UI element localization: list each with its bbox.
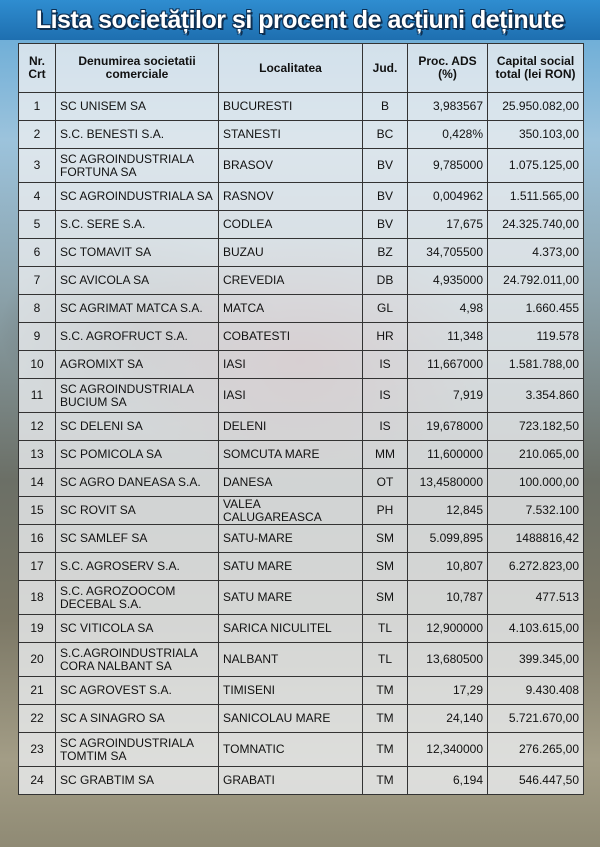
cell-locality: VALEA CALUGAREASCA	[219, 497, 363, 525]
cell-county: IS	[363, 351, 408, 379]
cell-company-name: SC A SINAGRO SA	[56, 705, 219, 733]
header-locality: Localitatea	[219, 44, 363, 93]
cell-locality: DANESA	[219, 469, 363, 497]
cell-county: PH	[363, 497, 408, 525]
table-row	[19, 767, 584, 795]
cell-percent-ads: 5.099,895	[408, 525, 488, 553]
cell-county: SM	[363, 553, 408, 581]
table-row	[19, 183, 584, 211]
table-row	[19, 643, 584, 677]
cell-percent-ads: 4,935000	[408, 267, 488, 295]
table-row	[19, 379, 584, 413]
cell-row-number: 6	[19, 239, 56, 267]
cell-company-name: S.C.AGROINDUSTRIALA CORA NALBANT SA	[56, 643, 219, 677]
cell-percent-ads: 3,983567	[408, 93, 488, 121]
cell-percent-ads: 11,600000	[408, 441, 488, 469]
cell-share-capital: 1.660.455	[488, 295, 584, 323]
table-row	[19, 267, 584, 295]
header-county: Jud.	[363, 44, 408, 93]
cell-share-capital: 4.373,00	[488, 239, 584, 267]
table-row	[19, 239, 584, 267]
cell-percent-ads: 10,807	[408, 553, 488, 581]
cell-row-number: 11	[19, 379, 56, 413]
cell-percent-ads: 11,667000	[408, 351, 488, 379]
cell-share-capital: 477.513	[488, 581, 584, 615]
table-body	[19, 93, 584, 795]
cell-share-capital: 1.075.125,00	[488, 149, 584, 183]
cell-locality: TIMISENI	[219, 677, 363, 705]
cell-share-capital: 1.581.788,00	[488, 351, 584, 379]
cell-locality: CREVEDIA	[219, 267, 363, 295]
cell-locality: BRASOV	[219, 149, 363, 183]
cell-locality: DELENI	[219, 413, 363, 441]
cell-share-capital: 24.792.011,00	[488, 267, 584, 295]
cell-company-name: SC VITICOLA SA	[56, 615, 219, 643]
cell-percent-ads: 17,29	[408, 677, 488, 705]
cell-company-name: S.C. SERE S.A.	[56, 211, 219, 239]
cell-row-number: 3	[19, 149, 56, 183]
cell-percent-ads: 11,348	[408, 323, 488, 351]
cell-row-number: 2	[19, 121, 56, 149]
page-title: Lista societăților și procent de acțiuni deținute	[35, 5, 565, 34]
cell-county: TM	[363, 705, 408, 733]
cell-company-name: SC DELENI SA	[56, 413, 219, 441]
cell-company-name: SC AGROVEST S.A.	[56, 677, 219, 705]
cell-county: BV	[363, 149, 408, 183]
cell-percent-ads: 12,845	[408, 497, 488, 525]
table-row	[19, 677, 584, 705]
table-row	[19, 295, 584, 323]
cell-company-name: SC AVICOLA SA	[56, 267, 219, 295]
table-row	[19, 121, 584, 149]
cell-county: BC	[363, 121, 408, 149]
cell-county: B	[363, 93, 408, 121]
table-row	[19, 733, 584, 767]
table-row	[19, 705, 584, 733]
cell-percent-ads: 7,919	[408, 379, 488, 413]
cell-row-number: 8	[19, 295, 56, 323]
cell-county: TM	[363, 767, 408, 795]
cell-row-number: 23	[19, 733, 56, 767]
cell-row-number: 5	[19, 211, 56, 239]
cell-company-name: SC ROVIT SA	[56, 497, 219, 525]
cell-row-number: 4	[19, 183, 56, 211]
cell-share-capital: 1488816,42	[488, 525, 584, 553]
cell-county: SM	[363, 525, 408, 553]
cell-row-number: 20	[19, 643, 56, 677]
table-row	[19, 553, 584, 581]
cell-locality: SATU MARE	[219, 581, 363, 615]
table-row	[19, 525, 584, 553]
cell-percent-ads: 0,004962	[408, 183, 488, 211]
cell-county: TL	[363, 615, 408, 643]
header-share-capital: Capital social total (lei RON)	[488, 44, 584, 93]
title-bar	[0, 0, 600, 40]
cell-row-number: 15	[19, 497, 56, 525]
cell-company-name: AGROMIXT SA	[56, 351, 219, 379]
cell-county: GL	[363, 295, 408, 323]
cell-percent-ads: 12,900000	[408, 615, 488, 643]
cell-share-capital: 350.103,00	[488, 121, 584, 149]
cell-share-capital: 5.721.670,00	[488, 705, 584, 733]
cell-share-capital: 9.430.408	[488, 677, 584, 705]
cell-percent-ads: 13,680500	[408, 643, 488, 677]
table-row	[19, 581, 584, 615]
cell-county: TM	[363, 677, 408, 705]
cell-company-name: S.C. AGROZOOCOM DECEBAL S.A.	[56, 581, 219, 615]
cell-company-name: SC AGROINDUSTRIALA SA	[56, 183, 219, 211]
cell-percent-ads: 24,140	[408, 705, 488, 733]
cell-locality: BUZAU	[219, 239, 363, 267]
cell-row-number: 21	[19, 677, 56, 705]
cell-company-name: SC AGRO DANEASA S.A.	[56, 469, 219, 497]
cell-locality: SATU MARE	[219, 553, 363, 581]
cell-locality: IASI	[219, 351, 363, 379]
cell-county: TM	[363, 733, 408, 767]
table-row	[19, 469, 584, 497]
cell-percent-ads: 34,705500	[408, 239, 488, 267]
table-row	[19, 351, 584, 379]
cell-row-number: 9	[19, 323, 56, 351]
cell-company-name: SC TOMAVIT SA	[56, 239, 219, 267]
table-row	[19, 93, 584, 121]
cell-percent-ads: 19,678000	[408, 413, 488, 441]
cell-locality: GRABATI	[219, 767, 363, 795]
cell-county: BV	[363, 183, 408, 211]
cell-locality: STANESTI	[219, 121, 363, 149]
table-row	[19, 413, 584, 441]
cell-company-name: SC AGROINDUSTRIALA BUCIUM SA	[56, 379, 219, 413]
table-row	[19, 441, 584, 469]
header-percent-ads: Proc. ADS (%)	[408, 44, 488, 93]
cell-row-number: 22	[19, 705, 56, 733]
header-row	[19, 44, 584, 93]
header-nr: Nr. Crt	[19, 44, 56, 93]
cell-row-number: 13	[19, 441, 56, 469]
cell-locality: TOMNATIC	[219, 733, 363, 767]
cell-locality: RASNOV	[219, 183, 363, 211]
cell-share-capital: 210.065,00	[488, 441, 584, 469]
table-row	[19, 211, 584, 239]
cell-company-name: S.C. AGROFRUCT S.A.	[56, 323, 219, 351]
cell-row-number: 1	[19, 93, 56, 121]
cell-share-capital: 4.103.615,00	[488, 615, 584, 643]
cell-share-capital: 7.532.100	[488, 497, 584, 525]
cell-county: MM	[363, 441, 408, 469]
cell-share-capital: 276.265,00	[488, 733, 584, 767]
cell-share-capital: 3.354.860	[488, 379, 584, 413]
cell-locality: SANICOLAU MARE	[219, 705, 363, 733]
header-company-name: Denumirea societatii comerciale	[56, 44, 219, 93]
cell-company-name: SC SAMLEF SA	[56, 525, 219, 553]
cell-row-number: 12	[19, 413, 56, 441]
cell-percent-ads: 13,4580000	[408, 469, 488, 497]
cell-county: IS	[363, 379, 408, 413]
cell-locality: SOMCUTA MARE	[219, 441, 363, 469]
cell-locality: SARICA NICULITEL	[219, 615, 363, 643]
cell-row-number: 7	[19, 267, 56, 295]
cell-row-number: 14	[19, 469, 56, 497]
table-row	[19, 149, 584, 183]
cell-company-name: S.C. AGROSERV S.A.	[56, 553, 219, 581]
cell-row-number: 10	[19, 351, 56, 379]
companies-table	[18, 43, 584, 795]
cell-company-name: SC POMICOLA SA	[56, 441, 219, 469]
cell-company-name: SC AGROINDUSTRIALA FORTUNA SA	[56, 149, 219, 183]
cell-share-capital: 24.325.740,00	[488, 211, 584, 239]
table-row	[19, 497, 584, 525]
cell-percent-ads: 10,787	[408, 581, 488, 615]
cell-company-name: SC GRABTIM SA	[56, 767, 219, 795]
cell-row-number: 17	[19, 553, 56, 581]
cell-share-capital: 399.345,00	[488, 643, 584, 677]
cell-county: IS	[363, 413, 408, 441]
cell-locality: IASI	[219, 379, 363, 413]
cell-company-name: S.C. BENESTI S.A.	[56, 121, 219, 149]
cell-share-capital: 100.000,00	[488, 469, 584, 497]
cell-county: HR	[363, 323, 408, 351]
cell-locality: COBATESTI	[219, 323, 363, 351]
cell-row-number: 24	[19, 767, 56, 795]
cell-locality: MATCA	[219, 295, 363, 323]
cell-row-number: 18	[19, 581, 56, 615]
cell-percent-ads: 12,340000	[408, 733, 488, 767]
cell-company-name: SC AGRIMAT MATCA S.A.	[56, 295, 219, 323]
cell-percent-ads: 9,785000	[408, 149, 488, 183]
cell-share-capital: 119.578	[488, 323, 584, 351]
cell-county: BV	[363, 211, 408, 239]
cell-row-number: 19	[19, 615, 56, 643]
cell-share-capital: 25.950.082,00	[488, 93, 584, 121]
cell-company-name: SC UNISEM SA	[56, 93, 219, 121]
cell-locality: BUCURESTI	[219, 93, 363, 121]
cell-percent-ads: 0,428%	[408, 121, 488, 149]
cell-row-number: 16	[19, 525, 56, 553]
cell-percent-ads: 4,98	[408, 295, 488, 323]
cell-company-name: SC AGROINDUSTRIALA TOMTIM SA	[56, 733, 219, 767]
cell-county: TL	[363, 643, 408, 677]
cell-locality: CODLEA	[219, 211, 363, 239]
table-header	[19, 44, 584, 93]
cell-share-capital: 546.447,50	[488, 767, 584, 795]
cell-share-capital: 723.182,50	[488, 413, 584, 441]
cell-locality: NALBANT	[219, 643, 363, 677]
table-row	[19, 615, 584, 643]
cell-percent-ads: 17,675	[408, 211, 488, 239]
cell-locality: SATU-MARE	[219, 525, 363, 553]
cell-county: OT	[363, 469, 408, 497]
cell-county: SM	[363, 581, 408, 615]
cell-county: BZ	[363, 239, 408, 267]
table-row	[19, 323, 584, 351]
cell-county: DB	[363, 267, 408, 295]
cell-share-capital: 1.511.565,00	[488, 183, 584, 211]
cell-percent-ads: 6,194	[408, 767, 488, 795]
cell-share-capital: 6.272.823,00	[488, 553, 584, 581]
